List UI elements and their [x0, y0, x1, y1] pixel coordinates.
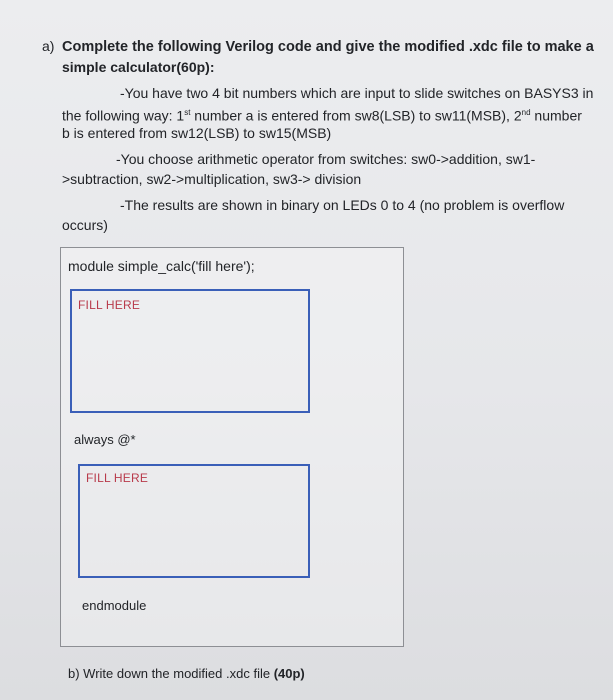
question-a-line-4: [62, 104, 582, 125]
line-4-pre: the following way: 1: [62, 107, 185, 124]
line-4-post: number: [530, 107, 582, 124]
module-declaration: module simple_calc('fill here');: [68, 258, 255, 274]
question-a-line-2: simple calculator(60p):: [62, 59, 215, 75]
question-a-line-8: -The results are shown in binary on LEDs 0 to 4 (no problem is overflow: [120, 197, 565, 213]
question-a-line-6: -You choose arithmetic operator from switches: sw0->addition, sw1-: [116, 151, 536, 167]
question-b: [68, 666, 305, 681]
ordinal-nd: nd: [521, 108, 531, 117]
endmodule-line: endmodule: [82, 598, 147, 613]
line-4-mid: number a is entered from sw8(LSB) to sw11(MSB), 2: [190, 107, 522, 124]
fill-here-label-1: FILL HERE: [78, 298, 141, 312]
question-a-line-7: >subtraction, sw2->multiplication, sw3-> division: [62, 171, 362, 187]
question-a-line-3: -You have two 4 bit numbers which are input to slide switches on BASYS3 in: [120, 85, 594, 101]
question-b-points: (40p): [273, 666, 305, 681]
question-a-line-5: b is entered from sw12(LSB) to sw15(MSB): [62, 125, 332, 141]
always-block-line: always @*: [74, 432, 136, 447]
ordinal-st: st: [184, 108, 191, 117]
question-a-label: a): [42, 38, 55, 54]
question-b-text: b) Write down the modified .xdc file: [68, 666, 274, 681]
question-a-line-1: Complete the following Verilog code and give the modified .xdc file to make a: [62, 39, 594, 55]
fill-here-label-2: FILL HERE: [86, 471, 149, 485]
question-a-line-9: occurs): [62, 217, 108, 233]
